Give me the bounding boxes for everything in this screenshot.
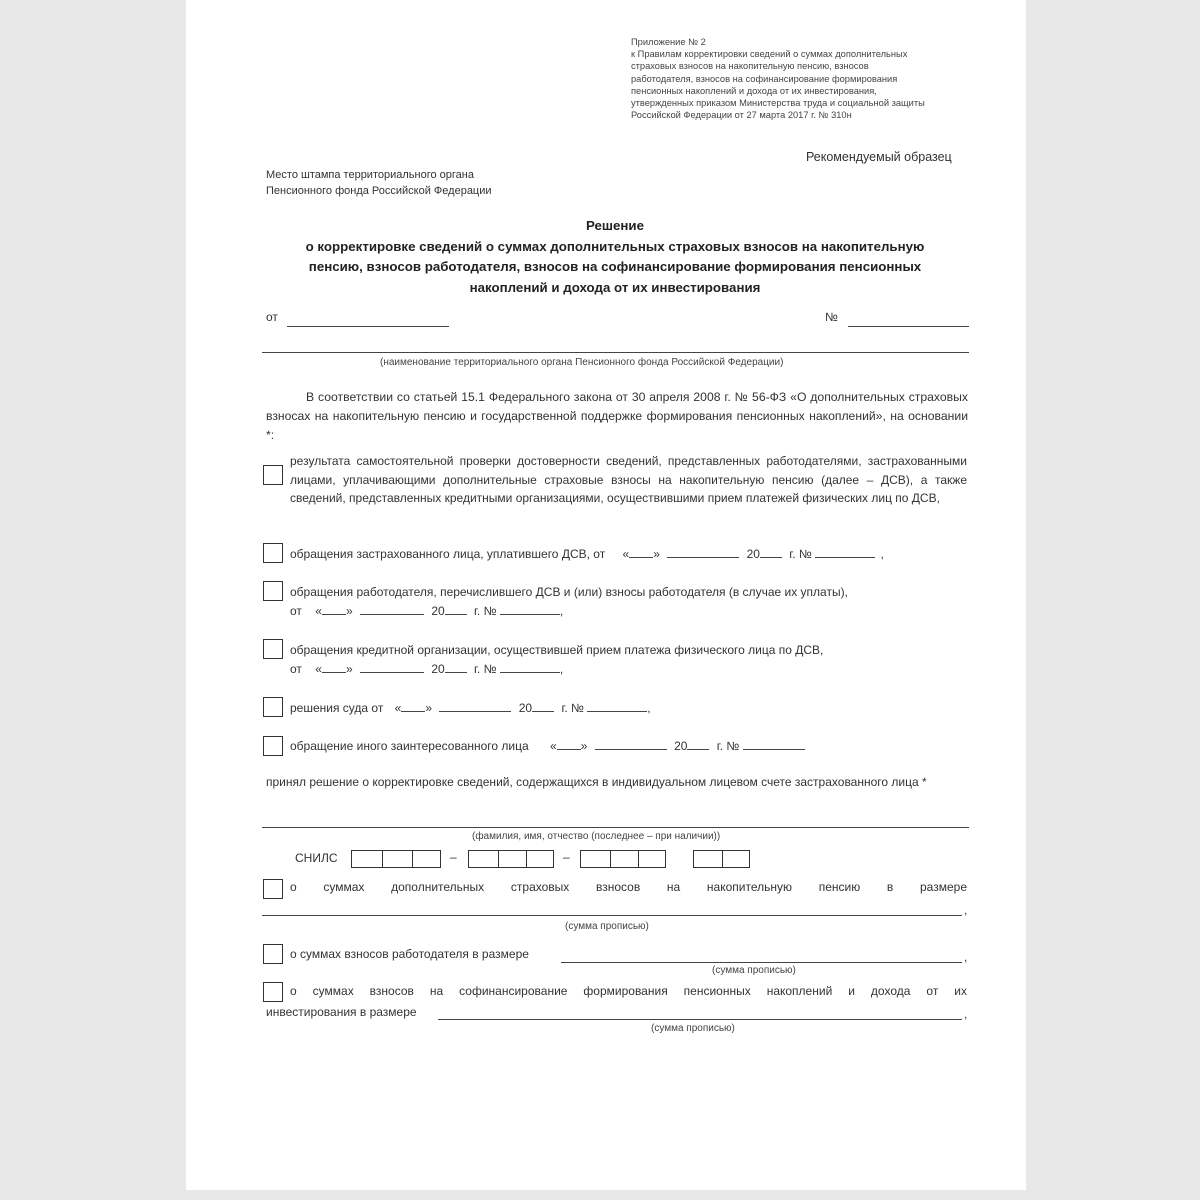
sum-cofinancing-field[interactable] [438,1019,962,1020]
sum-caption: (сумма прописью) [651,1023,735,1034]
quote-open: « [315,603,322,618]
appendix-line: Российской Федерации от 27 марта 2017 г. № 310н [631,110,852,121]
checkbox-employer[interactable] [263,581,283,601]
year-prefix: 20 [431,661,445,676]
stamp-line: Пенсионного фонда Российской Федерации [266,185,492,197]
quote-close: » [653,547,660,561]
g-no-label: г. № [789,547,812,561]
checkbox-insured-person[interactable] [263,543,283,563]
title-line: накоплений и дохода от их инвестирования [469,279,761,295]
appendix-line: к Правилам корректировки сведений о суммах дополнительных [631,49,908,60]
comma: , [964,1007,968,1021]
date-label: от [266,310,278,324]
fio-caption: (фамилия, имя, отчество (последнее – при наличии)) [472,831,721,842]
appendix-line: Приложение № 2 [631,37,706,47]
stamp-line: Место штампа территориального органа [266,169,474,181]
day-field[interactable] [557,738,581,750]
document-title [262,216,968,298]
month-field[interactable] [595,738,667,750]
checkbox-cofinancing-sum[interactable] [263,982,283,1002]
snils-checksum[interactable] [693,850,750,868]
snils-label: СНИЛС [295,851,338,865]
quote-close: » [580,739,588,753]
sum-cofinancing-text: о суммах взносов на софинансирование формирования пенсионных накоплений и дохода от их [290,984,967,998]
year-prefix: 20 [518,701,533,715]
year-field[interactable] [445,603,467,615]
intro-paragraph: В соответствии со статьей 15.1 Федерального закона от 30 апреля 2008 г. № 56-ФЗ «О дополнительных страховых взносах на накопительную пенсию и государственной поддержке формирования пенсионных накоплений», на основании *: [266,390,968,442]
appendix-line: утвержденных приказом Министерства труда и социальной защиты [631,98,925,109]
ground-credit-org [290,641,823,678]
checkbox-court-decision[interactable] [263,697,283,717]
org-name-caption: (наименование территориального органа Пенсионного фонда Российской Федерации) [380,357,784,368]
quote-open: « [622,547,630,561]
decision-text: принял решение о корректировке сведений, содержащихся в индивидуальном лицевом счете застрахованного лица * [266,775,927,789]
comma: , [964,950,968,964]
year-field[interactable] [445,661,467,673]
snils-group-1[interactable] [351,850,441,868]
year-prefix: 20 [746,547,760,561]
comma: , [559,661,564,676]
comma: , [880,547,884,561]
ground-text: решения суда от [290,701,384,715]
g-no-label: г. № [561,701,584,715]
sum-dsv-field[interactable] [262,915,962,916]
ground-self-check-text: результата самостоятельной проверки достоверности сведений, представленных работодателями, застрахованными лицами, уплачивающими дополнительные страховые взносы на накопительную пенсию (далее – ДСВ), а также сведений, представленных кредитными организациями, осуществившими прием платежей физических лиц по ДСВ, [290,454,967,505]
snils-group-3[interactable] [580,850,666,868]
checkbox-employer-sum[interactable] [263,944,283,964]
month-field[interactable] [667,546,739,558]
title-line: о корректировке сведений о суммах дополнительных страховых взносов на накопительную [305,238,925,254]
sum-dsv-text: о суммах дополнительных страховых взносов на накопительную пенсию в размере [290,880,967,894]
ground-other-party [290,737,805,756]
fio-field[interactable] [262,827,969,828]
g-no-label: г. № [474,603,497,618]
number-field[interactable] [500,661,560,673]
quote-close: » [345,661,353,676]
year-field[interactable] [532,700,554,712]
appendix-line: страховых взносов на накопительную пенсию, взносов [631,61,869,72]
year-field[interactable] [687,738,709,750]
number-label: № [825,310,838,324]
from-label: от [290,603,302,618]
number-field[interactable] [500,603,560,615]
from-label: от [290,661,302,676]
title-line: пенсию, взносов работодателя, взносов на софинансирование формирования пенсионных [308,259,922,274]
g-no-label: г. № [474,661,497,676]
sum-employer-field[interactable] [561,962,962,963]
quote-close: » [345,603,353,618]
sum-cofinancing-text-2: инвестирования в размере [266,1005,417,1019]
day-field[interactable] [322,603,346,615]
ground-text: обращения работодателя, перечислившего ДСВ и (или) взносы работодателя (в случае их уплаты), [290,585,848,599]
g-no-label: г. № [716,739,740,753]
appendix-line: пенсионных накоплений и дохода от их инвестирования, [631,85,877,96]
year-prefix: 20 [431,603,445,618]
month-field[interactable] [360,661,424,673]
sum-caption: (сумма прописью) [712,965,796,976]
checkbox-self-check[interactable] [263,465,283,485]
sum-employer-text: о суммах взносов работодателя в размере [290,947,529,961]
comma: , [647,701,651,715]
appendix-line: работодателя, взносов на софинансирование формирования [631,73,898,84]
day-field[interactable] [629,546,653,558]
stamp-place [266,167,492,199]
quote-open: « [550,739,557,753]
year-field[interactable] [760,546,782,558]
ground-date-line [290,602,848,621]
year-prefix: 20 [674,739,688,753]
org-name-field[interactable] [262,352,969,353]
snils-dash: – [563,850,570,864]
quote-open: « [315,661,322,676]
ground-date-line [290,660,823,679]
day-field[interactable] [322,661,346,673]
month-field[interactable] [360,603,424,615]
ground-text: обращения застрахованного лица, уплатившего ДСВ, от [290,547,606,561]
checkbox-other-party[interactable] [263,736,283,756]
number-field[interactable] [815,546,875,558]
snils-dash: – [450,850,457,864]
ground-text: обращения кредитной организации, осуществившей прием платежа физического лица по ДСВ, [290,643,824,657]
decision-number-field[interactable] [848,326,969,327]
checkbox-dsv-sum[interactable] [263,879,283,899]
number-field[interactable] [743,738,805,750]
comma: , [964,903,968,917]
appendix-note [631,36,971,121]
ground-text: обращение иного заинтересованного лица [290,739,529,753]
snils-group-2[interactable] [468,850,554,868]
ground-insured-person [290,545,884,564]
number-field[interactable] [587,700,647,712]
checkbox-credit-org[interactable] [263,639,283,659]
decision-date-field[interactable] [287,326,449,327]
recommended-sample-label: Рекомендуемый образец [806,150,952,164]
ground-court-decision [290,699,651,718]
day-field[interactable] [401,700,425,712]
quote-close: » [425,701,433,715]
month-field[interactable] [439,700,511,712]
quote-open: « [394,701,402,715]
ground-employer [290,583,848,620]
comma: , [559,603,564,618]
sum-caption: (сумма прописью) [565,921,649,932]
title-line: Решение [585,218,644,233]
